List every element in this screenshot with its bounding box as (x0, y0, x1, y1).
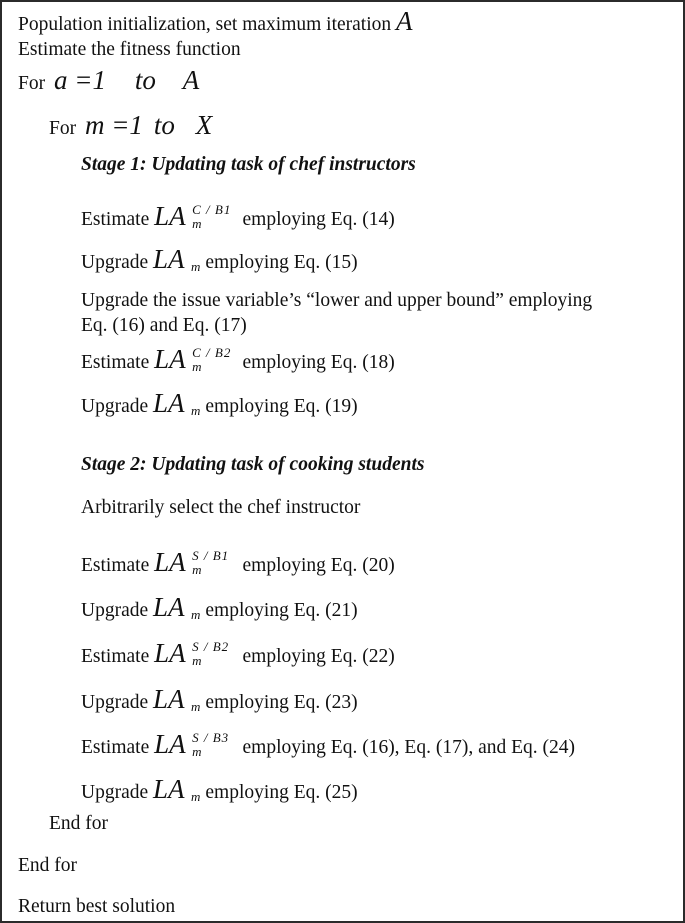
la-symbol (153, 388, 201, 418)
stage1-step-5 (81, 388, 358, 418)
la-symbol (154, 547, 234, 577)
symbol-sup: S / B2 (192, 639, 230, 654)
symbol-sub: m (192, 653, 202, 668)
symbol-base: LA (153, 244, 185, 274)
la-symbol (153, 244, 201, 274)
symbol-sub: m (191, 699, 201, 714)
fitness-line (18, 39, 241, 61)
for-inner-limit: X (195, 110, 213, 140)
step-verb: Upgrade (81, 600, 149, 621)
symbol-sup: C / B1 (192, 202, 232, 217)
stage2-step-2 (81, 547, 395, 577)
for-inner-line (49, 110, 213, 140)
stage2-title-text: Stage 2: Updating task of cooking students (81, 454, 425, 475)
stage2-step-3 (81, 592, 358, 622)
init-line (18, 6, 413, 36)
symbol-base: LA (154, 201, 186, 231)
la-symbol (154, 638, 234, 668)
return-line (18, 896, 175, 918)
symbol-sub: m (192, 359, 202, 374)
end-for-text: End for (18, 855, 78, 876)
init-text: Population initialization, set maximum iteration (18, 14, 392, 35)
symbol-base: LA (153, 388, 185, 418)
step-rest: employing Eq. (25) (205, 782, 358, 803)
step-verb: Estimate (81, 737, 150, 758)
la-symbol (153, 774, 201, 804)
return-text: Return best solution (18, 896, 176, 917)
step-verb: Upgrade (81, 252, 149, 273)
stage2-step-5 (81, 684, 358, 714)
step-rest: employing Eq. (16), Eq. (17), and Eq. (24) (242, 737, 576, 758)
la-symbol (154, 201, 234, 231)
step-verb: Estimate (81, 352, 150, 373)
step-verb: Estimate (81, 555, 150, 576)
symbol-sup: C / B2 (192, 345, 232, 360)
for-outer-to: to (134, 65, 156, 95)
la-symbol (154, 344, 234, 374)
symbol-base: LA (154, 638, 186, 668)
step-rest: employing Eq. (18) (242, 352, 395, 373)
end-for-inner (49, 813, 108, 835)
la-symbol (153, 592, 201, 622)
step-text: Arbitrarily select the chef instructor (81, 497, 361, 518)
stage1-title (81, 154, 416, 176)
step-rest: employing Eq. (14) (242, 209, 395, 230)
stage2-step-4 (81, 638, 395, 668)
symbol-base: LA (153, 774, 185, 804)
step-verb: Upgrade (81, 782, 149, 803)
stage2-step-7 (81, 774, 358, 804)
symbol-base: LA (154, 729, 186, 759)
stage1-step-3 (81, 290, 592, 312)
symbol-base: LA (154, 547, 186, 577)
symbol-sub: m (192, 216, 202, 231)
symbol-base: LA (153, 684, 185, 714)
step-verb: Upgrade (81, 692, 149, 713)
step-rest: employing Eq. (15) (205, 252, 358, 273)
la-symbol (153, 684, 201, 714)
stage1-title-text: Stage 1: Updating task of chef instructors (81, 154, 416, 175)
step-rest: employing Eq. (20) (242, 555, 395, 576)
step-rest: employing Eq. (19) (205, 396, 358, 417)
symbol-sub: m (192, 562, 202, 577)
symbol-sub: m (191, 259, 201, 274)
symbol-base: LA (154, 344, 186, 374)
step-verb: Estimate (81, 209, 150, 230)
for-outer-expr: a =1 (53, 65, 106, 95)
step-verb: Estimate (81, 646, 150, 667)
symbol-sub: m (191, 607, 201, 622)
step-text: Upgrade the issue variable’s “lower and upper bound” employing (81, 290, 593, 311)
symbol-sub: m (192, 744, 202, 759)
step-rest: employing Eq. (23) (205, 692, 358, 713)
stage2-step-1 (81, 497, 360, 519)
stage1-step-2 (81, 244, 358, 274)
for-inner-expr: m =1 (84, 110, 143, 140)
symbol-sub: m (191, 403, 201, 418)
max-iteration-var: A (396, 6, 413, 36)
stage1-step-1 (81, 201, 395, 231)
for-keyword: For (49, 118, 77, 139)
step-verb: Upgrade (81, 396, 149, 417)
symbol-sub: m (191, 789, 201, 804)
la-symbol (154, 729, 234, 759)
stage2-step-6 (81, 729, 576, 759)
symbol-base: LA (153, 592, 185, 622)
stage1-step-3-cont (81, 315, 247, 337)
stage1-step-4 (81, 344, 395, 374)
for-outer-limit: A (182, 65, 200, 95)
stage2-title (81, 454, 424, 476)
step-rest: employing Eq. (22) (242, 646, 395, 667)
symbol-sup: S / B1 (192, 548, 230, 563)
step-rest: employing Eq. (21) (205, 600, 358, 621)
end-for-outer (18, 855, 77, 877)
symbol-sup: S / B3 (192, 730, 230, 745)
fitness-text: Estimate the fitness function (18, 39, 241, 60)
end-for-text: End for (49, 813, 109, 834)
step-text: Eq. (16) and Eq. (17) (81, 315, 247, 336)
for-keyword: For (18, 73, 46, 94)
for-outer-line (18, 65, 200, 95)
for-inner-to: to (153, 110, 175, 140)
